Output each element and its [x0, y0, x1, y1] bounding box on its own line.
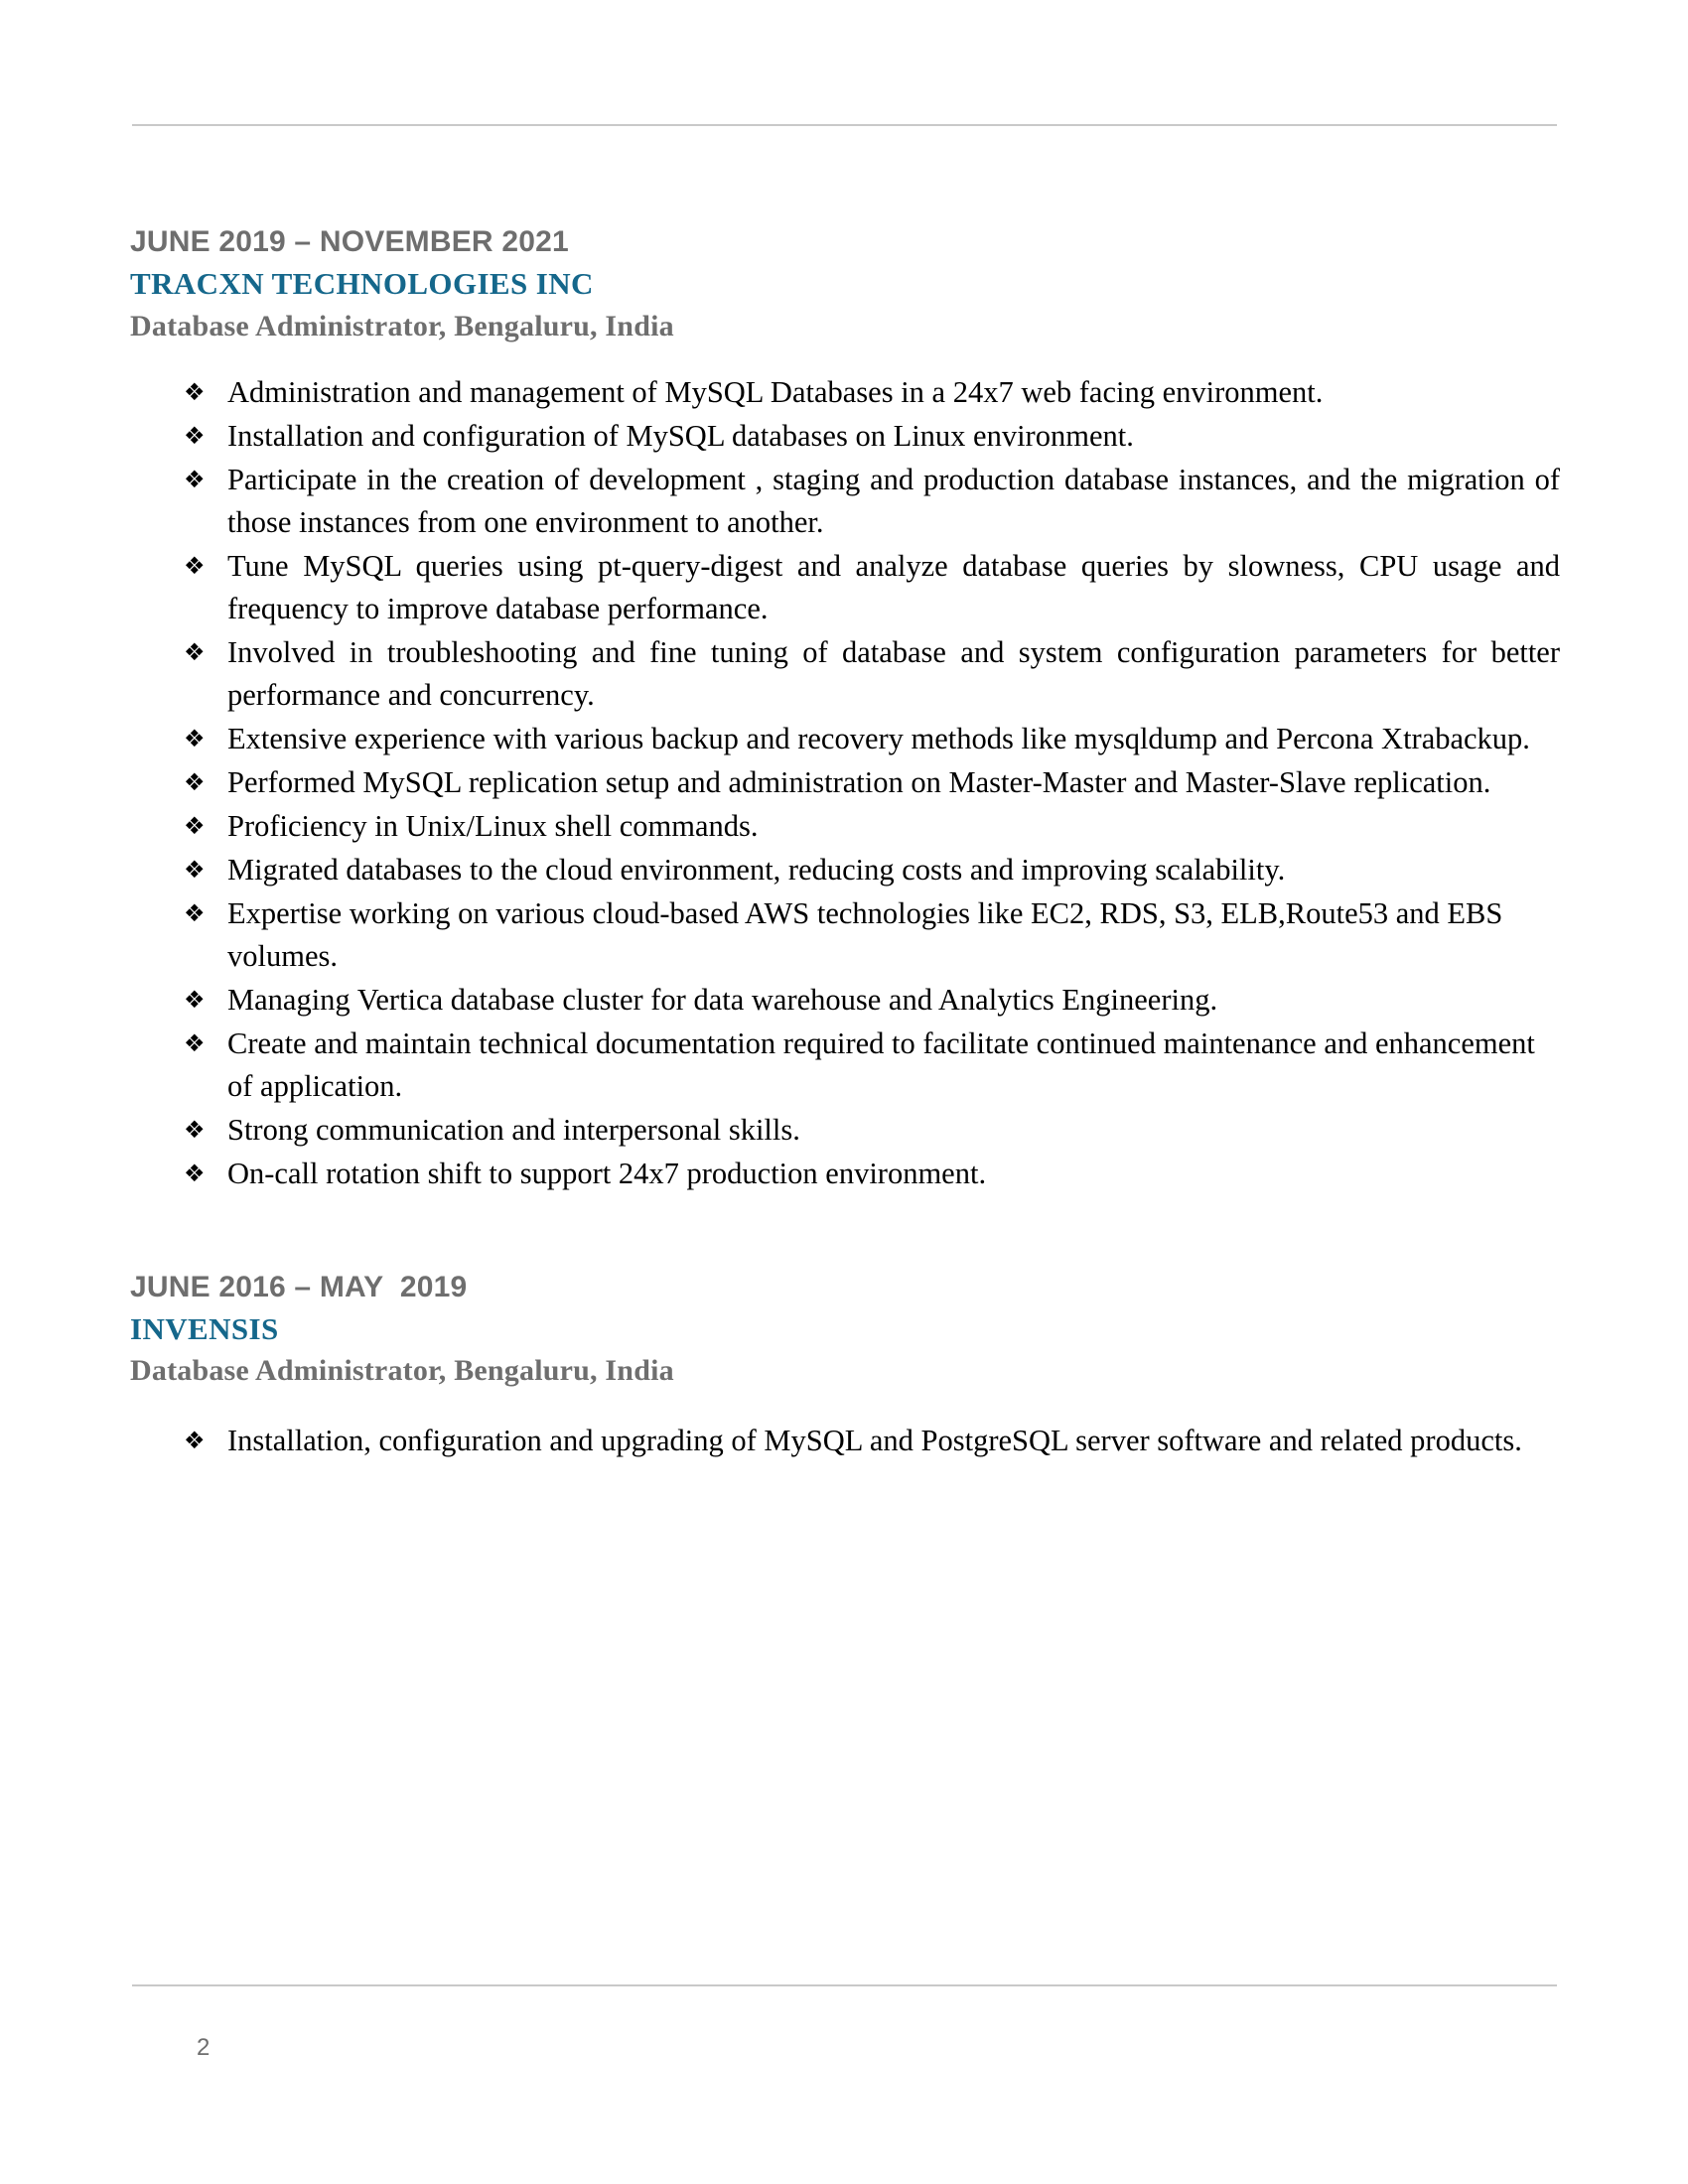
- job-title-location: Database Administrator, Bengaluru, India: [130, 1354, 674, 1388]
- list-item: [130, 979, 1560, 1022]
- list-item-text: Proficiency in Unix/Linux shell commands.: [227, 808, 759, 843]
- list-item: [130, 761, 1560, 804]
- diamond-bullet-icon: ❖: [184, 855, 206, 884]
- list-item: [130, 1420, 1560, 1462]
- page-number: 2: [197, 2034, 211, 2061]
- header-divider: [132, 124, 1557, 126]
- list-item: [130, 1109, 1560, 1152]
- list-item-text: Tune MySQL queries using pt-query-digest and analyze database queries by slowness, CPU usage and frequency to improve database performance.: [227, 548, 1560, 625]
- list-item-text: Managing Vertica database cluster for data warehouse and Analytics Engineering.: [227, 982, 1218, 1017]
- diamond-bullet-icon: ❖: [184, 767, 206, 796]
- diamond-bullet-icon: ❖: [184, 421, 206, 450]
- list-item: [130, 1023, 1560, 1108]
- diamond-bullet-icon: ❖: [184, 551, 206, 580]
- diamond-bullet-icon: ❖: [184, 985, 206, 1014]
- job-dates: JUNE 2019 – NOVEMBER 2021: [130, 225, 569, 258]
- diamond-bullet-icon: ❖: [184, 898, 206, 927]
- diamond-bullet-icon: ❖: [184, 377, 206, 406]
- list-item-text: Extensive experience with various backup and recovery methods like mysqldump and Percona Xtrabackup.: [227, 721, 1530, 755]
- list-item-text: Installation and configuration of MySQL databases on Linux environment.: [227, 418, 1134, 453]
- list-item: [130, 371, 1560, 414]
- footer-divider: [132, 1984, 1557, 1986]
- list-item: [130, 459, 1560, 544]
- list-item-text: Performed MySQL replication setup and administration on Master-Master and Master-Slave replication.: [227, 764, 1491, 799]
- list-item: [130, 849, 1560, 891]
- responsibility-list: [130, 371, 1560, 1195]
- list-item-text: On-call rotation shift to support 24x7 production environment.: [227, 1156, 987, 1190]
- list-item: [130, 415, 1560, 458]
- diamond-bullet-icon: ❖: [184, 1427, 206, 1455]
- diamond-bullet-icon: ❖: [184, 1159, 206, 1187]
- list-item-text: Installation, configuration and upgrading of MySQL and PostgreSQL server software and related products.: [227, 1424, 1522, 1458]
- diamond-bullet-icon: ❖: [184, 465, 206, 493]
- list-item: [130, 1153, 1560, 1195]
- list-item-text: Involved in troubleshooting and fine tuning of database and system configuration parameters for better performance and concurrency.: [227, 634, 1560, 712]
- job-title-location: Database Administrator, Bengaluru, India: [130, 309, 674, 342]
- list-item-text: Participate in the creation of development , staging and production database instances, and the migration of those instances from one environment to another.: [227, 462, 1560, 539]
- experience-entry-tracxn: [130, 223, 1560, 1195]
- diamond-bullet-icon: ❖: [184, 1115, 206, 1144]
- list-item: [130, 892, 1560, 978]
- list-item-text: Administration and management of MySQL Databases in a 24x7 web facing environment.: [227, 374, 1324, 409]
- responsibility-list: [130, 1420, 1560, 1462]
- list-item-text: Create and maintain technical documentation required to facilitate continued maintenance and enhancement of application.: [227, 1025, 1535, 1103]
- diamond-bullet-icon: ❖: [184, 724, 206, 752]
- list-item: [130, 718, 1560, 760]
- list-item-text: Strong communication and interpersonal skills.: [227, 1112, 800, 1147]
- experience-entry-invensis: [130, 1269, 1560, 1463]
- list-item-text: Migrated databases to the cloud environment, reducing costs and improving scalability.: [227, 852, 1286, 887]
- list-item: [130, 805, 1560, 848]
- diamond-bullet-icon: ❖: [184, 1028, 206, 1057]
- page-content: [130, 223, 1560, 1463]
- list-item-text: Expertise working on various cloud-based AWS technologies like EC2, RDS, S3, ELB,Route53 and EBS volumes.: [227, 895, 1503, 973]
- job-dates: JUNE 2016 – MAY 2019: [130, 1270, 468, 1303]
- list-item: [130, 631, 1560, 717]
- job-company-name: INVENSIS: [130, 1311, 279, 1347]
- diamond-bullet-icon: ❖: [184, 637, 206, 666]
- job-company-name: TRACXN TECHNOLOGIES INC: [130, 266, 594, 302]
- list-item: [130, 545, 1560, 630]
- diamond-bullet-icon: ❖: [184, 811, 206, 840]
